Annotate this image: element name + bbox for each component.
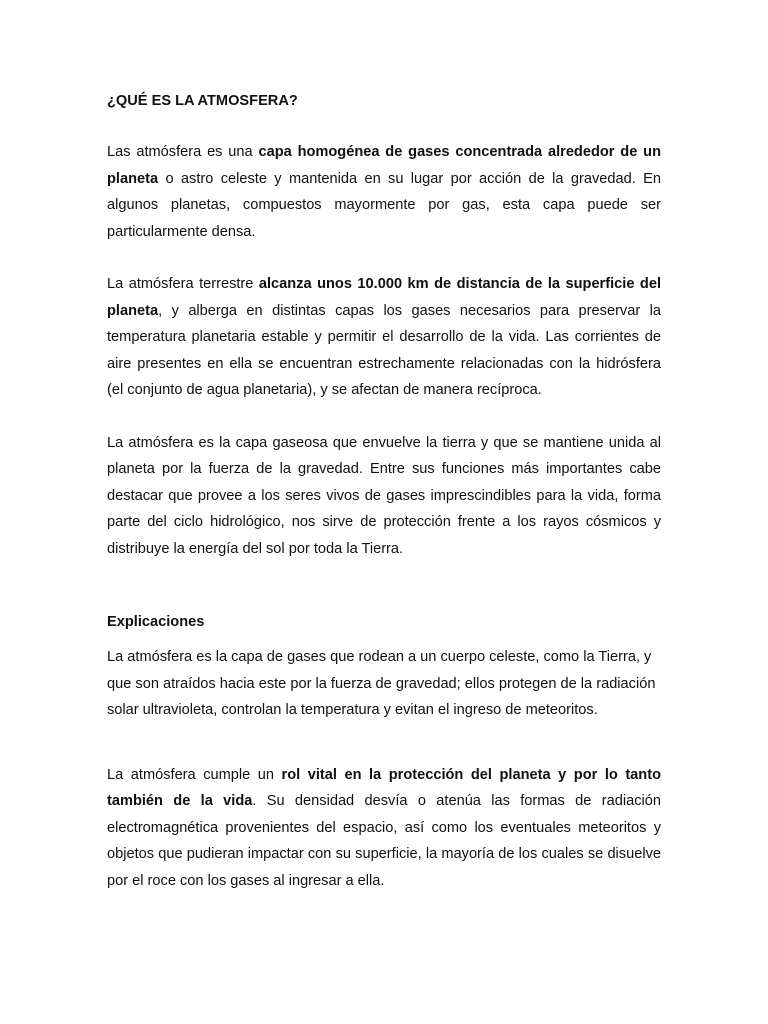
paragraph-2 [107, 271, 661, 404]
page-title: ¿QUÉ ES LA ATMOSFERA? [107, 93, 298, 109]
explicacion-2-text: La atmósfera cumple un [107, 766, 282, 783]
paragraph-1-text: Las atmósfera es una [107, 144, 259, 160]
paragraph-3: La atmósfera es la capa gaseosa que envuelve la tierra y que se mantiene unida al planeta por la fuerza de la gravedad. Entre sus funciones más importantes cabe destacar que provee a los seres vivos de gases imprescindibles para la vida, forma parte del ciclo hidrológico, nos sirve de protección frente a los rayos cósmicos y distribuye la energía del sol por toda la Tierra. [107, 434, 661, 557]
paragraph-2-text: La atmósfera terrestre [107, 276, 259, 292]
paragraph-1 [107, 139, 661, 245]
document-body [107, 91, 661, 894]
explicacion-2-bold: rol vital en la protección del planeta y por lo tanto también de la vida [107, 766, 661, 809]
explicacion-1: La atmósfera es la capa de gases que rodean a un cuerpo celeste, como la Tierra, y que son atraídos hacia este por la fuerza de gravedad; ellos protegen de la radiación solar ultravioleta, controlan la temperatura y evitan el ingreso de meteoritos. [107, 649, 656, 718]
explicacion-2-text-end: . Su densidad desvía o atenúa las formas de radiación electromagnética provenientes del espacio, así como los eventuales meteoritos y objetos que pudieran impactar con su superficie, la mayoría de los cuales se disuelve por el roce con los gases al ingresar a ella. [107, 793, 661, 889]
section-heading: Explicaciones [107, 614, 205, 630]
paragraph-2-text-end: , y alberga en distintas capas los gases necesarios para preservar la temperatura planetaria estable y permitir el desarrollo de la vida. Las corrientes de aire presentes en ella se encuentran estrechamente relacionadas con la hidrósfera (el conjunto de agua planetaria), y se afectan de manera recíproca. [107, 302, 661, 398]
paragraph-2-bold: alcanza unos 10.000 km de distancia de la superficie del planeta [107, 276, 661, 319]
paragraph-1-bold: capa homogénea de gases concentrada alrededor de un planeta [107, 144, 661, 187]
explicacion-2 [107, 762, 661, 895]
paragraph-1-text-end: o astro celeste y mantenida en su lugar por acción de la gravedad. En algunos planetas, compuestos mayormente por gas, esta capa puede ser particularmente densa. [107, 170, 661, 240]
